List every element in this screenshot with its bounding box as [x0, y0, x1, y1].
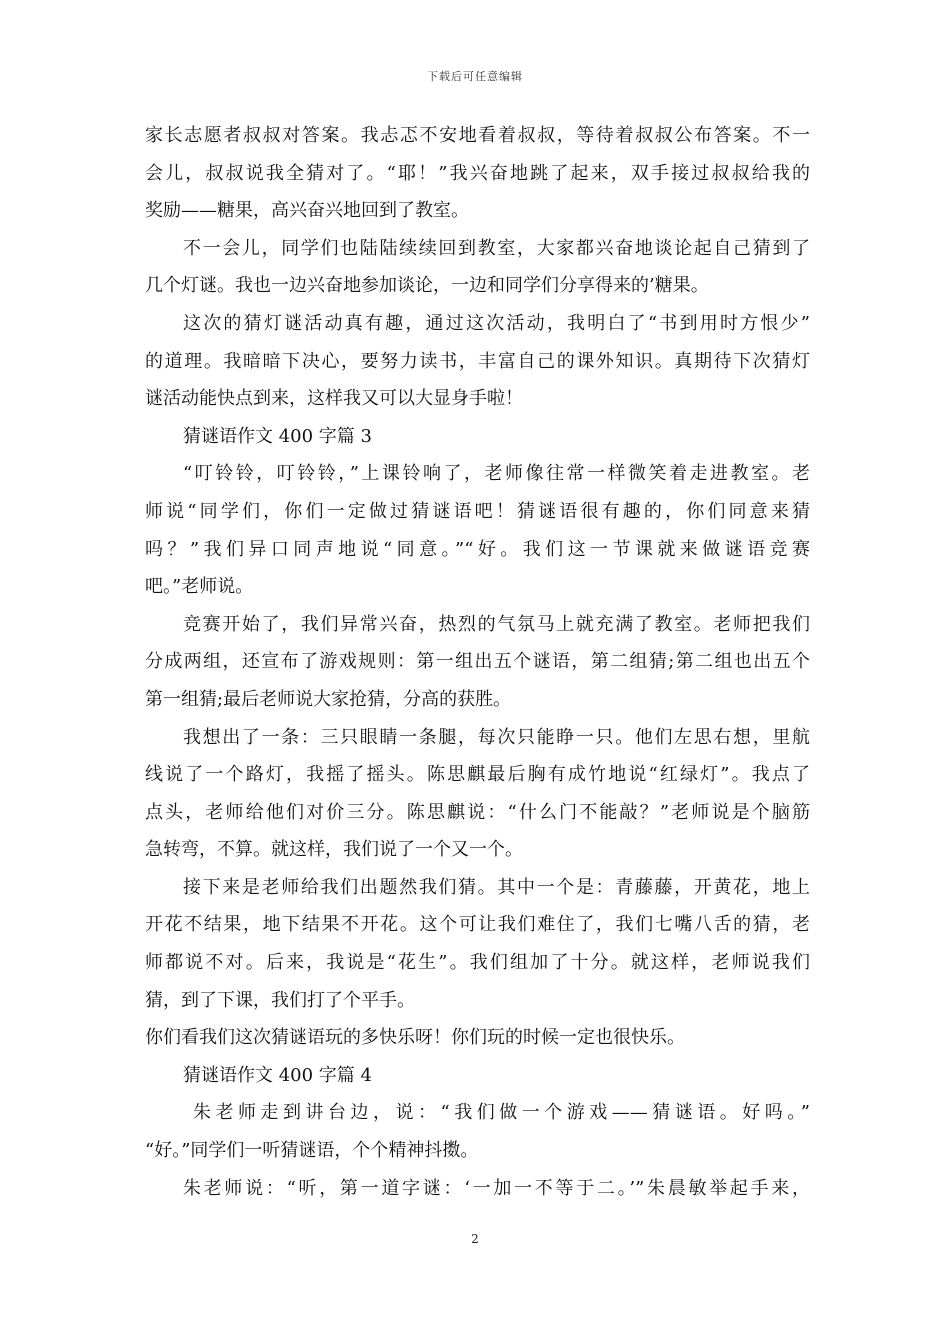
text-line-24: 猜，到了下课，我们打了个平手。	[145, 989, 415, 1011]
text-line-27: 朱老师走到讲台边，说：“我们做一个游戏——猜谜语。好吗。”	[193, 1102, 810, 1124]
section-heading-3: 猜谜语作文 400 字篇 3	[183, 425, 372, 447]
text-line-29: 朱老师说：“听，第一道字谜：‘一加一不等于二。’”朱晨敏举起手来，	[183, 1177, 810, 1199]
text-line-22: 开花不结果，地下结果不开花。这个可让我们难住了，我们七嘴八舌的猜，老	[145, 914, 810, 936]
text-line-1: 家长志愿者叔叔对答案。我忐忑不安地看着叔叔，等待着叔叔公布答案。不一	[145, 125, 810, 146]
text-line-2: 会儿，叔叔说我全猜对了。“耶！”我兴奋地跳了起来，双手接过叔叔给我的	[145, 162, 810, 184]
text-line-25: 你们看我们这次猜谜语玩的多快乐呀！你们玩的时候一定也很快乐。	[145, 1027, 685, 1049]
page-header: 下载后可任意编辑	[427, 70, 523, 83]
text-line-18: 线说了一个路灯，我摇了摇头。陈思麒最后胸有成竹地说“红绿灯”。我点了	[145, 764, 810, 786]
text-line-6: 这次的猜灯谜活动真有趣，通过这次活动，我明白了“书到用时方恨少”	[183, 312, 810, 334]
text-line-4: 不一会儿，同学们也陆陆续续回到教室，大家都兴奋地谈论起自己猜到了	[183, 237, 810, 259]
text-line-14: 竞赛开始了，我们异常兴奋，热烈的气氛马上就充满了教室。老师把我们	[183, 613, 810, 635]
text-line-23: 师都说不对。后来，我说是“花生”。我们组加了十分。就这样，老师说我们	[145, 952, 810, 974]
text-line-12: 吗？”我们异口同声地说“同意。”“好。我们这一节课就来做谜语竞赛	[145, 538, 810, 560]
text-line-7: 的道理。我暗暗下决心，要努力读书，丰富自己的课外知识。真期待下次猜灯	[145, 350, 810, 372]
text-line-17: 我想出了一条：三只眼睛一条腿，每次只能睁一只。他们左思右想，里航	[183, 726, 810, 748]
text-line-13: 吧。”老师说。	[145, 576, 254, 598]
page-number: 2	[471, 1232, 479, 1246]
text-line-15: 分成两组，还宣布了游戏规则：第一组出五个谜语，第二组猜;第二组也出五个	[145, 651, 810, 673]
text-line-5: 几个灯谜。我也一边兴奋地参加谈论，一边和同学们分享得来的’糖果。	[145, 275, 709, 297]
document-body	[145, 117, 810, 1207]
text-line-28: “好。”同学们一听猜谜语，个个精神抖擞。	[145, 1140, 479, 1162]
text-line-3: 奖励——糖果，高兴奋兴地回到了教室。	[145, 200, 469, 222]
text-line-20: 急转弯，不算。就这样，我们说了一个又一个。	[145, 839, 523, 861]
text-line-10: “叮铃铃，叮铃铃，”上课铃响了，老师像往常一样微笑着走进教室。老	[183, 463, 810, 485]
section-heading-4: 猜谜语作文 400 字篇 4	[183, 1064, 372, 1086]
text-line-21: 接下来是老师给我们出题然我们猜。其中一个是：青藤藤，开黄花，地上	[183, 876, 810, 898]
text-line-16: 第一组猜;最后老师说大家抢猜，分高的获胜。	[145, 688, 512, 710]
text-line-8: 谜活动能快点到来，这样我又可以大显身手啦！	[145, 388, 523, 410]
text-line-19: 点头，老师给他们对价三分。陈思麒说：“什么门不能敲？”老师说是个脑筋	[145, 801, 810, 823]
text-line-11: 师说“同学们，你们一定做过猜谜语吧！猜谜语很有趣的，你们同意来猜	[145, 500, 810, 522]
